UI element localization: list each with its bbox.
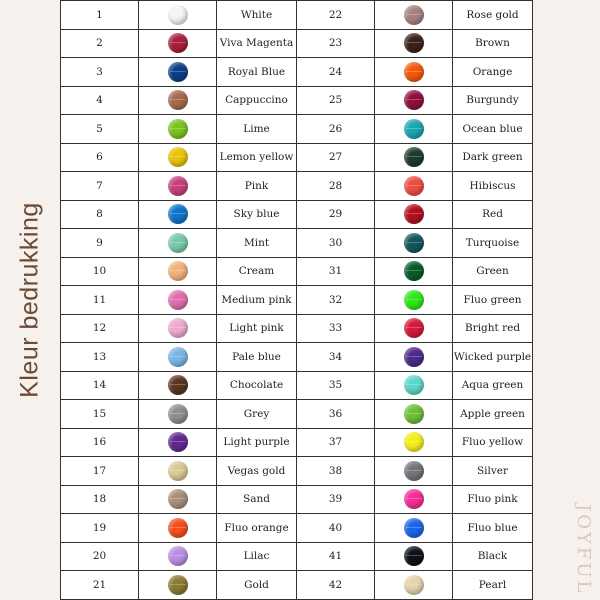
color-swatch-cell — [139, 58, 217, 87]
color-number: 22 — [297, 1, 375, 30]
color-swatch — [168, 233, 188, 253]
color-number: 39 — [297, 485, 375, 514]
color-swatch — [168, 119, 188, 139]
color-swatch-cell — [375, 86, 453, 115]
color-name: Hibiscus — [453, 172, 533, 201]
color-name: Fluo green — [453, 286, 533, 315]
color-swatch-cell — [375, 514, 453, 543]
table-row — [61, 542, 533, 571]
table-row — [61, 1, 533, 30]
color-number: 31 — [297, 257, 375, 286]
color-name: Lime — [217, 115, 297, 144]
color-name: Royal Blue — [217, 58, 297, 87]
color-number: 8 — [61, 200, 139, 229]
color-name: Sand — [217, 485, 297, 514]
color-number: 14 — [61, 371, 139, 400]
color-swatch — [168, 290, 188, 310]
color-swatch-cell — [139, 143, 217, 172]
color-swatch-cell — [375, 29, 453, 58]
table-row — [61, 29, 533, 58]
color-swatch-cell — [139, 371, 217, 400]
color-number: 36 — [297, 400, 375, 429]
color-number: 6 — [61, 143, 139, 172]
color-swatch-cell — [375, 343, 453, 372]
color-swatch-cell — [375, 485, 453, 514]
color-swatch — [404, 147, 424, 167]
color-name: Grey — [217, 400, 297, 429]
color-swatch — [168, 375, 188, 395]
table-row — [61, 229, 533, 258]
color-swatch-cell — [375, 542, 453, 571]
color-name: Cappuccino — [217, 86, 297, 115]
color-name: Gold — [217, 571, 297, 600]
color-swatch-cell — [375, 229, 453, 258]
page-title: Kleur bedrukking — [15, 202, 44, 398]
color-number: 17 — [61, 457, 139, 486]
table-row — [61, 115, 533, 144]
color-number: 41 — [297, 542, 375, 571]
color-number: 42 — [297, 571, 375, 600]
table-row — [61, 172, 533, 201]
color-swatch — [404, 233, 424, 253]
color-swatch-cell — [139, 343, 217, 372]
color-swatch-cell — [375, 200, 453, 229]
color-number: 2 — [61, 29, 139, 58]
color-number: 15 — [61, 400, 139, 429]
color-swatch — [168, 518, 188, 538]
color-number: 25 — [297, 86, 375, 115]
color-name: Vegas gold — [217, 457, 297, 486]
color-swatch-cell — [139, 485, 217, 514]
color-swatch-cell — [139, 514, 217, 543]
color-swatch — [404, 318, 424, 338]
color-name: Mint — [217, 229, 297, 258]
color-swatch — [168, 546, 188, 566]
color-swatch-cell — [139, 115, 217, 144]
color-swatch-cell — [375, 257, 453, 286]
color-number: 4 — [61, 86, 139, 115]
color-swatch-cell — [139, 29, 217, 58]
color-swatch — [404, 5, 424, 25]
color-swatch-cell — [375, 457, 453, 486]
color-swatch — [404, 546, 424, 566]
color-swatch — [168, 575, 188, 595]
color-swatch — [404, 261, 424, 281]
brand-logo: JOYFUL — [573, 504, 594, 596]
table-row — [61, 343, 533, 372]
color-name: Fluo pink — [453, 485, 533, 514]
color-table — [60, 0, 533, 600]
color-number: 33 — [297, 314, 375, 343]
color-name: Dark green — [453, 143, 533, 172]
color-swatch — [404, 347, 424, 367]
color-swatch-cell — [139, 229, 217, 258]
table-row — [61, 400, 533, 429]
color-name: Fluo yellow — [453, 428, 533, 457]
color-number: 40 — [297, 514, 375, 543]
color-swatch — [168, 489, 188, 509]
color-number: 13 — [61, 343, 139, 372]
color-swatch-cell — [375, 400, 453, 429]
table-row — [61, 514, 533, 543]
color-swatch — [404, 290, 424, 310]
color-name: Pearl — [453, 571, 533, 600]
color-number: 27 — [297, 143, 375, 172]
color-swatch-cell — [139, 1, 217, 30]
color-name: Black — [453, 542, 533, 571]
table-row — [61, 314, 533, 343]
color-name: Ocean blue — [453, 115, 533, 144]
color-number: 3 — [61, 58, 139, 87]
color-swatch — [168, 62, 188, 82]
color-swatch-cell — [139, 257, 217, 286]
color-swatch-cell — [139, 172, 217, 201]
table-row — [61, 143, 533, 172]
table-row — [61, 86, 533, 115]
color-swatch — [168, 5, 188, 25]
color-swatch — [404, 204, 424, 224]
color-number: 10 — [61, 257, 139, 286]
color-swatch-cell — [375, 58, 453, 87]
color-swatch-cell — [139, 400, 217, 429]
color-number: 19 — [61, 514, 139, 543]
color-name: Medium pink — [217, 286, 297, 315]
color-name: Orange — [453, 58, 533, 87]
color-name: Fluo orange — [217, 514, 297, 543]
color-number: 5 — [61, 115, 139, 144]
color-name: Aqua green — [453, 371, 533, 400]
table-row — [61, 371, 533, 400]
color-swatch — [404, 461, 424, 481]
color-name: Red — [453, 200, 533, 229]
color-number: 11 — [61, 286, 139, 315]
color-name: Apple green — [453, 400, 533, 429]
color-number: 21 — [61, 571, 139, 600]
color-number: 28 — [297, 172, 375, 201]
color-number: 30 — [297, 229, 375, 258]
color-name: Fluo blue — [453, 514, 533, 543]
color-swatch — [404, 404, 424, 424]
color-swatch — [404, 518, 424, 538]
color-name: White — [217, 1, 297, 30]
color-number: 9 — [61, 229, 139, 258]
color-name: Turquoise — [453, 229, 533, 258]
color-swatch-cell — [375, 172, 453, 201]
color-swatch — [168, 147, 188, 167]
color-number: 34 — [297, 343, 375, 372]
color-swatch-cell — [375, 571, 453, 600]
color-name: Pale blue — [217, 343, 297, 372]
color-swatch — [404, 62, 424, 82]
color-name: Lemon yellow — [217, 143, 297, 172]
color-number: 32 — [297, 286, 375, 315]
color-swatch-cell — [375, 115, 453, 144]
color-swatch-cell — [139, 457, 217, 486]
color-number: 26 — [297, 115, 375, 144]
color-swatch — [404, 432, 424, 452]
table-row — [61, 428, 533, 457]
color-swatch-cell — [139, 428, 217, 457]
color-number: 38 — [297, 457, 375, 486]
color-swatch — [168, 176, 188, 196]
color-name: Sky blue — [217, 200, 297, 229]
color-name: Light purple — [217, 428, 297, 457]
color-swatch-cell — [375, 143, 453, 172]
color-swatch — [168, 261, 188, 281]
color-swatch-cell — [139, 200, 217, 229]
table-row — [61, 457, 533, 486]
color-number: 35 — [297, 371, 375, 400]
color-name: Wicked purple — [453, 343, 533, 372]
color-swatch-cell — [375, 371, 453, 400]
color-swatch-cell — [139, 314, 217, 343]
color-name: Lilac — [217, 542, 297, 571]
table-row — [61, 257, 533, 286]
color-swatch — [404, 176, 424, 196]
color-swatch — [168, 461, 188, 481]
color-number: 18 — [61, 485, 139, 514]
color-swatch — [168, 33, 188, 53]
color-swatch — [404, 90, 424, 110]
color-name: Pink — [217, 172, 297, 201]
table-row — [61, 571, 533, 600]
color-swatch-cell — [139, 542, 217, 571]
color-number: 37 — [297, 428, 375, 457]
color-swatch-cell — [139, 86, 217, 115]
color-swatch — [168, 347, 188, 367]
color-name: Burgundy — [453, 86, 533, 115]
color-number: 16 — [61, 428, 139, 457]
table-row — [61, 200, 533, 229]
color-number: 1 — [61, 1, 139, 30]
color-swatch — [404, 575, 424, 595]
color-swatch — [168, 204, 188, 224]
table-row — [61, 286, 533, 315]
color-name: Cream — [217, 257, 297, 286]
color-swatch — [168, 404, 188, 424]
color-name: Brown — [453, 29, 533, 58]
color-swatch — [404, 33, 424, 53]
color-name: Rose gold — [453, 1, 533, 30]
color-name: Viva Magenta — [217, 29, 297, 58]
color-number: 24 — [297, 58, 375, 87]
table-row — [61, 485, 533, 514]
color-swatch-cell — [375, 1, 453, 30]
color-swatch-cell — [139, 286, 217, 315]
color-swatch-cell — [139, 571, 217, 600]
color-number: 23 — [297, 29, 375, 58]
color-name: Silver — [453, 457, 533, 486]
color-name: Bright red — [453, 314, 533, 343]
color-swatch — [404, 489, 424, 509]
color-swatch — [168, 432, 188, 452]
color-number: 29 — [297, 200, 375, 229]
color-number: 7 — [61, 172, 139, 201]
color-number: 12 — [61, 314, 139, 343]
color-swatch-cell — [375, 428, 453, 457]
color-swatch — [404, 119, 424, 139]
color-name: Light pink — [217, 314, 297, 343]
color-swatch — [168, 90, 188, 110]
color-table-body — [61, 1, 533, 600]
color-swatch-cell — [375, 286, 453, 315]
color-swatch — [168, 318, 188, 338]
table-row — [61, 58, 533, 87]
color-number: 20 — [61, 542, 139, 571]
color-swatch-cell — [375, 314, 453, 343]
color-name: Green — [453, 257, 533, 286]
color-name: Chocolate — [217, 371, 297, 400]
color-swatch — [404, 375, 424, 395]
